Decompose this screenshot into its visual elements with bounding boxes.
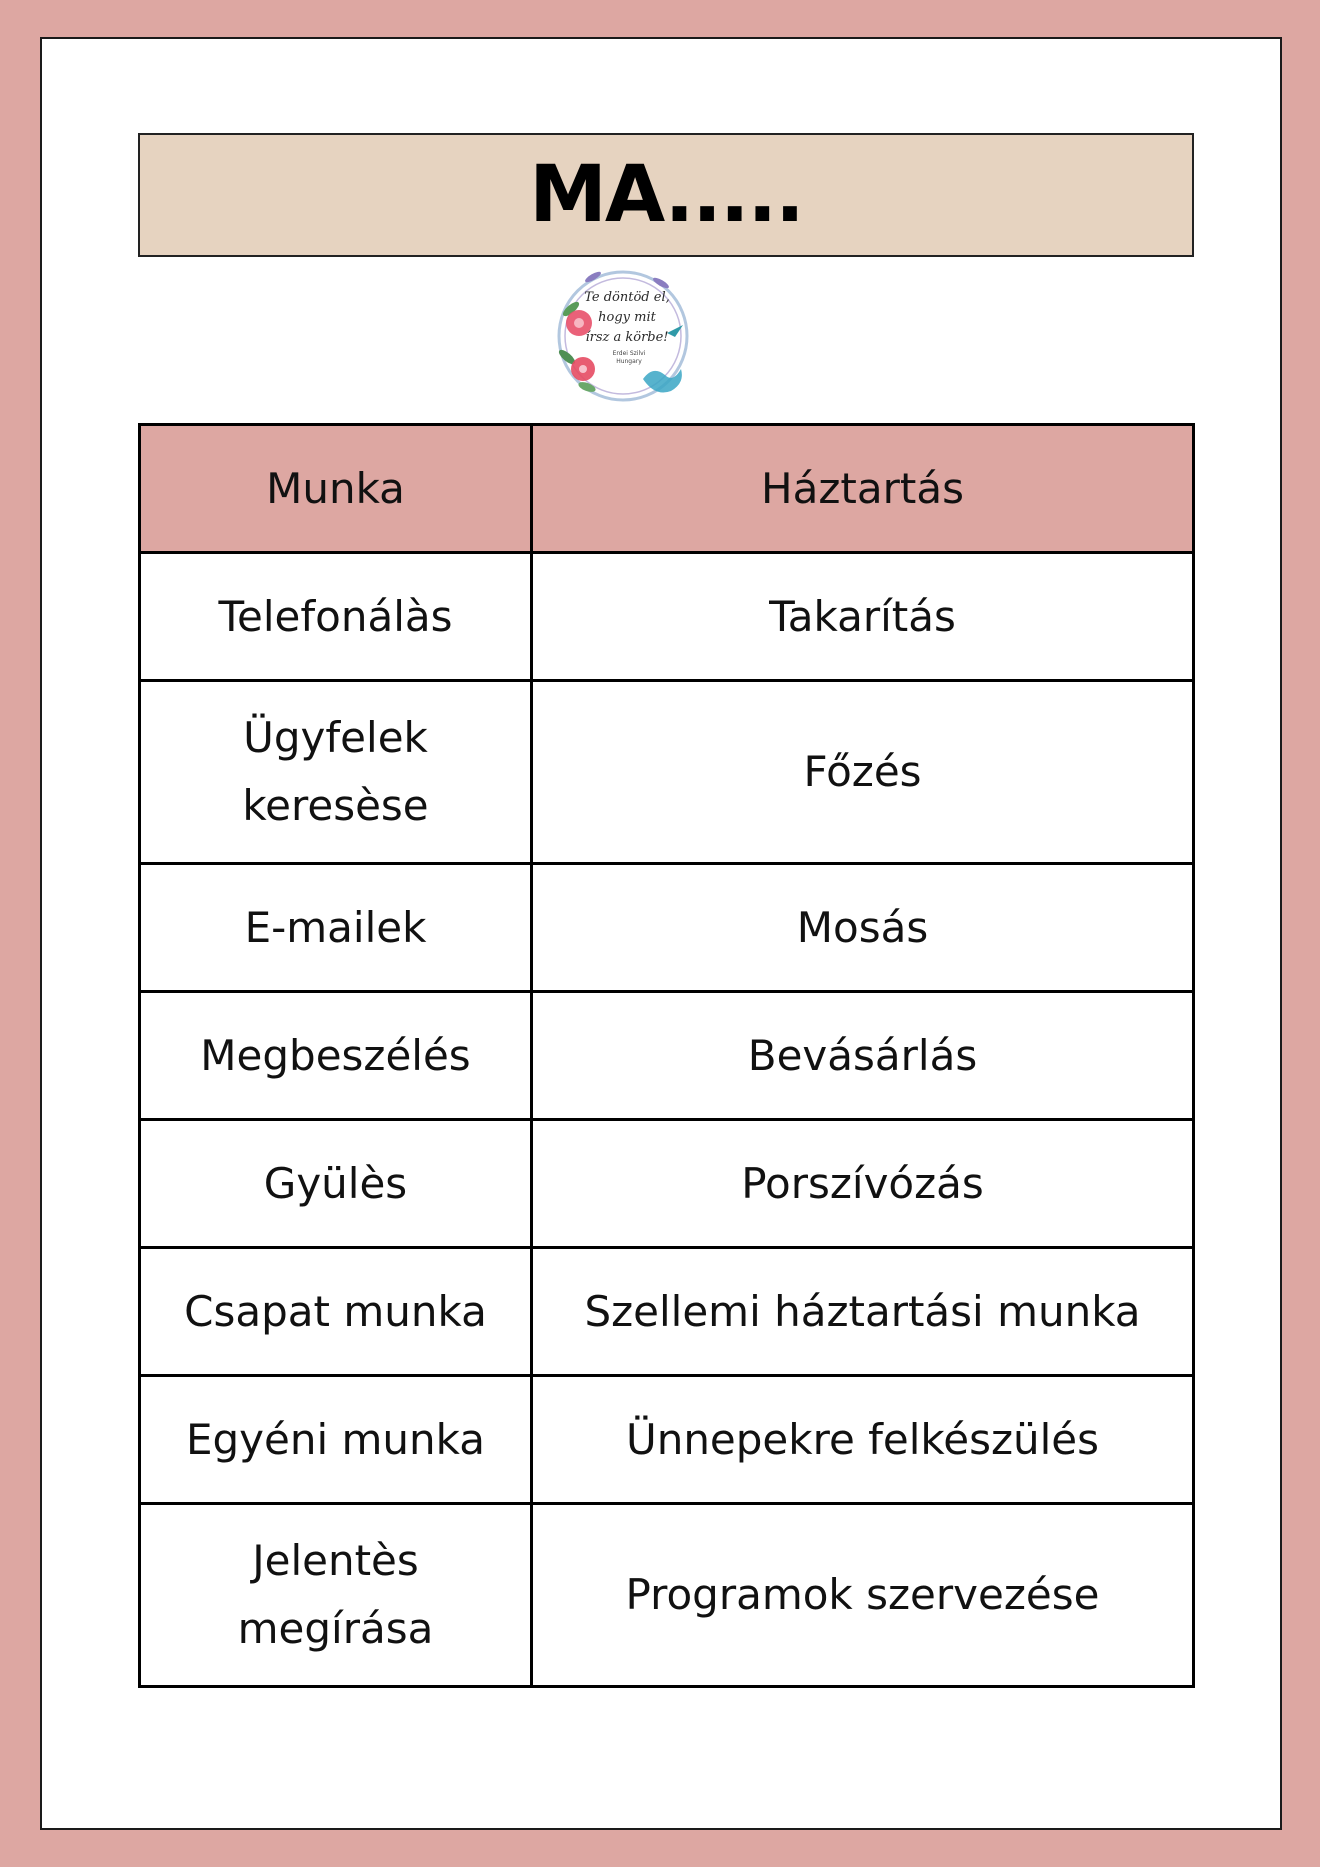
table-header-row <box>140 425 1194 553</box>
table-cell: Telefonálàs <box>140 553 532 681</box>
logo-line-3: írsz a körbe! <box>585 330 669 345</box>
logo-line-4: Erdei Szilvi <box>612 350 646 357</box>
table-cell: Jelentès megírása <box>140 1504 532 1687</box>
table-row <box>140 992 1194 1120</box>
table-cell: Takarítás <box>532 553 1194 681</box>
table-cell: E-mailek <box>140 864 532 992</box>
task-table <box>138 423 1195 1688</box>
table-cell: Szellemi háztartási munka <box>532 1248 1194 1376</box>
logo-line-1: Te döntöd el, <box>584 290 670 305</box>
table-row <box>140 1120 1194 1248</box>
table-cell: Ünnepekre felkészülés <box>532 1376 1194 1504</box>
table-cell: Gyülès <box>140 1120 532 1248</box>
table-cell: Porszívózás <box>532 1120 1194 1248</box>
page-title: MA..... <box>529 150 803 240</box>
table-row <box>140 1504 1194 1687</box>
table-row <box>140 864 1194 992</box>
table-cell: Bevásárlás <box>532 992 1194 1120</box>
table-row <box>140 553 1194 681</box>
table-cell: Megbeszélés <box>140 992 532 1120</box>
table-row <box>140 681 1194 864</box>
table-cell: Mosás <box>532 864 1194 992</box>
table-cell: Ügyfelek keresèse <box>140 681 532 864</box>
wreath-logo-graphic <box>543 261 703 411</box>
table-row <box>140 1248 1194 1376</box>
table-row <box>140 1376 1194 1504</box>
table-cell: Csapat munka <box>140 1248 532 1376</box>
header-haztartas: Háztartás <box>532 425 1194 553</box>
table-cell: Programok szervezése <box>532 1504 1194 1687</box>
header-munka: Munka <box>140 425 532 553</box>
logo-line-5: Hungary <box>616 358 642 365</box>
page-sheet <box>40 37 1282 1830</box>
table-cell: Főzés <box>532 681 1194 864</box>
title-banner <box>138 133 1194 257</box>
logo-line-2: hogy mit <box>598 310 656 325</box>
wreath-logo <box>543 261 703 411</box>
table-cell: Egyéni munka <box>140 1376 532 1504</box>
